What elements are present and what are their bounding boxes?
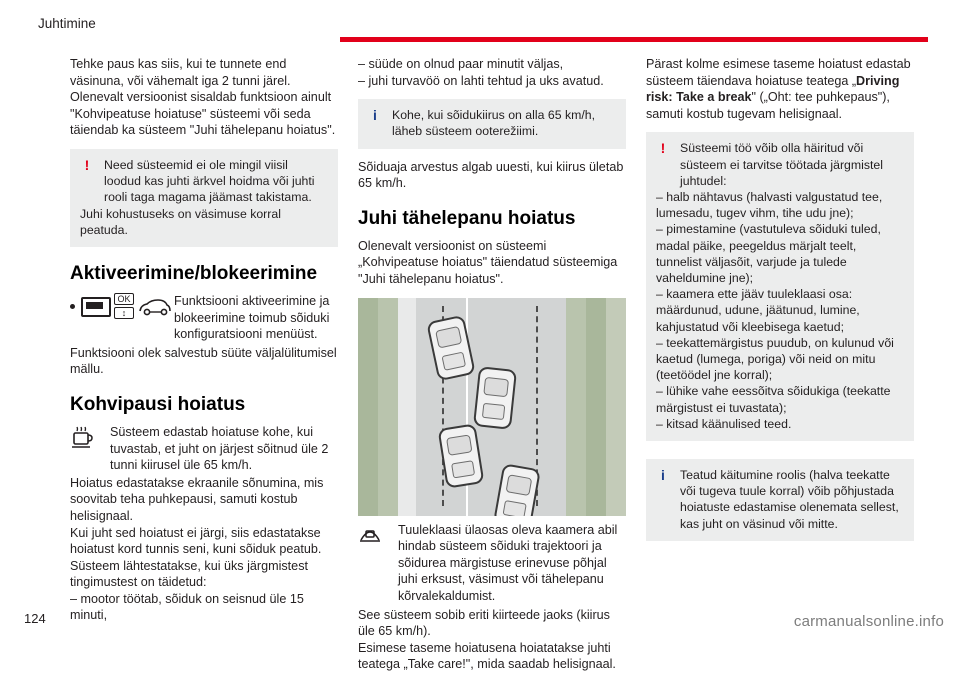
paragraph-part-1: Pärast kolme esimese taseme hoiatust edastab süsteem täiendava hoiatuse teatega „: [646, 57, 911, 88]
paragraph: Olenevalt versioonist on süsteemi „Kohvipeatuse hoiatus" täiendatud süsteemiga "Juhi tähelepanu hoiatus".: [358, 238, 618, 286]
list-item: – juhi turvavöö on lahti tehtud ja uks avatud.: [358, 73, 604, 88]
paragraph: Esimese taseme hoiatusena hoiatatakse juhti teatega „Take care!", mida saadab helisignaal.: [358, 640, 616, 672]
info-icon: i: [661, 467, 665, 484]
camera-text: Tuuleklaasi ülaosas oleva kaamera abil hindab süsteem sõiduki trajektoori ja sõidurea märgistuse erinevuse põhjal juhi erksust, väsimust või tähelepanu kõrvalekaldumist.: [398, 522, 618, 603]
warning-text-2: Juhi kohustuseks on väsimuse korral peatuda.: [80, 206, 281, 237]
column-middle: [358, 56, 626, 673]
column-left: [70, 56, 338, 624]
lane-trajectory-illustration: [358, 298, 626, 516]
icon-group: [358, 522, 380, 542]
warning-item: – halb nähtavus (halvasti valgustatud tee, lumesadu, tugev vihm, tihe udu jne);: [656, 189, 883, 221]
warning-item: – kitsad käänulised teed.: [656, 416, 792, 431]
paragraph: Olenevalt versioonist sisaldab funktsioon ainult "Kohvipeatuse hoiatuse" süsteemi või seda täiendab ka süsteem "Juhi tähelepanu hoiatus".: [70, 90, 336, 138]
section-heading-coffee: Kohvipausi hoiatus: [70, 393, 246, 415]
warning-icon: !: [84, 156, 90, 173]
car-icon: [138, 298, 172, 316]
warning-item: – pimestamine (vastutuleva sõiduki tuled, madal päike, peegeldus märjalt teelt, tunnelist väljasõit, varjude ja tulede vaheldumine jne);: [656, 222, 881, 285]
page-header: [0, 16, 960, 50]
icon-group: [70, 293, 172, 321]
warning-text: Need süsteemid ei ole mingil viisil loodud kas juhti ärkvel hoidma või juhti rooli taga magama jäämast takistama.: [104, 157, 315, 205]
message-label: Driving risk: Take a break: [646, 73, 900, 105]
warning-item: – teekattemärgistus puudub, on kulunud või kaetud (lumega, poriga) või neid on mitu (teetöödel jne korral);: [656, 335, 894, 383]
activation-icon-row: [70, 293, 338, 343]
info-note: [646, 459, 914, 541]
paragraph: Sõiduaja arvestus algab uuesti, kui kiirus ületab 65 km/h.: [358, 159, 624, 191]
car-graphic: [473, 366, 517, 430]
coffee-text: Süsteem edastab hoiatuse kohe, kui tuvastab, et juht on järjest sõitnud üle 2 tunni kiirusel üle 65 km/h.: [110, 424, 329, 473]
paragraph: Süsteem lähtestatakse, kui üks järgmistest tingimustest on täidetud:: [70, 558, 308, 590]
section-heading-activation: Aktiveerimine/blokeerimine: [70, 262, 318, 284]
info-note: [358, 99, 626, 148]
list-item: – süüde on olnud paar minutit väljas,: [358, 57, 564, 71]
key-buttons-icon: OK ↕: [114, 293, 134, 321]
screen-icon: [81, 297, 111, 317]
paragraph: Funktsiooni olek salvestub süüte väljalülitumisel mällu.: [70, 345, 337, 377]
warning-lead-text: Süsteemi töö võib olla häiritud või süsteem ei tarvitse töötada järgmistel juhtudel:: [680, 141, 883, 188]
warning-item: – lühike vahe eessõitva sõidukiga (teekatte märgistust ei tuvastata);: [656, 384, 891, 415]
paragraph: Tehke paus kas siis, kui te tunnete end väsinuna, või vähemalt iga 2 tunni järel.: [70, 57, 291, 88]
page-number: 124: [24, 611, 46, 626]
coffee-cup-icon: [70, 424, 92, 448]
camera-icon: [358, 522, 380, 542]
coffee-icon-row: [70, 424, 338, 474]
camera-icon-row: [358, 522, 626, 605]
column-right: [646, 56, 914, 551]
paragraph: [646, 56, 914, 122]
warning-note: [646, 132, 914, 441]
info-text: Teatud käitumine roolis (halva teekatte või tugeva tuule korral) võib põhjustada hoiatuste edastamise olenemata sellest, kas juht on väsinud või mitte.: [680, 468, 899, 531]
warning-icon: !: [660, 140, 666, 157]
activation-text: Funktsiooni aktiveerimine ja blokeerimine toimub sõiduki konfiguratsiooni menüüst.: [174, 293, 330, 342]
icon-group: [70, 424, 92, 448]
watermark: carmanualsonline.info: [793, 613, 944, 630]
info-icon: i: [373, 107, 377, 124]
dot-icon: [70, 304, 75, 309]
header-title: Juhtimine: [38, 16, 96, 31]
paragraph: Kui juht sed hoiatust ei järgi, siis edastatakse hoiatust kord tunnis seni, kuni sõiduk peatub.: [70, 525, 322, 557]
paragraph: Hoiatus edastatakse ekraanile sõnumina, mis soovitab teha puhkepausi, samuti kostub helisignaal.: [70, 475, 324, 523]
info-text: Kohe, kui sõidukiirus on alla 65 km/h, läheb süsteem ooterežiimi.: [392, 108, 596, 139]
warning-item: – kaamera ette jääv tuuleklaasi osa: määrdunud, udune, jäätunud, lumine, kahjustatud või kleebisega kaetud;: [656, 287, 860, 334]
paragraph: See süsteem sobib eriti kiirteede jaoks (kiirus üle 65 km/h).: [358, 607, 610, 639]
section-heading-attention: Juhi tähelepanu hoiatus: [358, 207, 576, 229]
warning-note: [70, 149, 338, 247]
header-rule: [340, 37, 928, 42]
list-item: – mootor töötab, sõiduk on seisnud üle 15 minuti,: [70, 591, 304, 623]
paragraph-part-3: " („Oht: tee puhkepaus"), samuti kostub tugevam helisignaal.: [646, 90, 890, 121]
